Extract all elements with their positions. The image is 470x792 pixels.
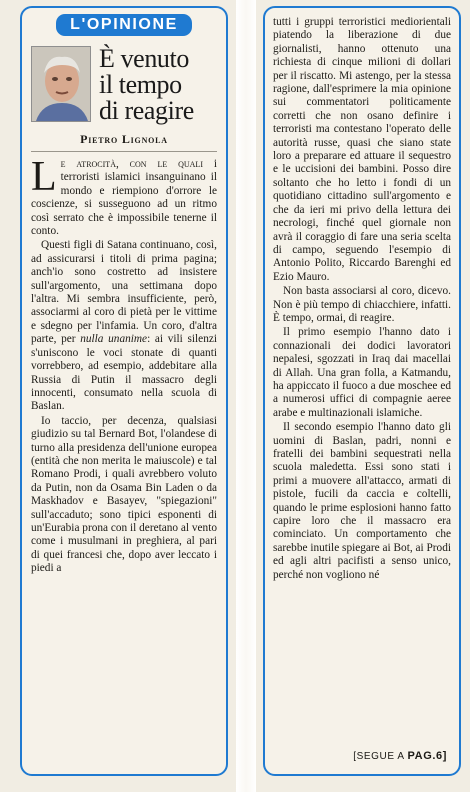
paragraph-7: Il secondo esempio l'hanno dato gli uomini di Baslan, padri, nonni e fratelli dei bambini sequestrati nella scuola maledetta. Essi sono stati i primi a muovere all'attacco, armati di pistole, fucili da caccia e coltelli, quando le prime esplosioni hanno fatto capire loro che il massacro era cominciato. Un comportamento che sarebbe inutile spiegare ai Bot, ai Prodi ed agli altri pacifisti a senso unico, perché non vogliono né: [273, 421, 451, 581]
paragraph-6: Il primo esempio l'hanno dato i connazionali dei dodici lavoratori nepalesi, sgozzati in Iraq dai macellai di Allah. Una gran folla, a Katmandu, ha appiccato il fuoco a due moschee ed a numerosi uffici di compagnie aeree arabe e multinazionali islamiche.: [273, 326, 451, 419]
italic-phrase: nulla unanime: [80, 333, 148, 346]
paragraph-1: [31, 154, 218, 238]
lead-text: i terroristi islamici insanguinano il mondo e riempiono d'orrore le coscienze, si susseguono ad un ritmo così serrato che è impossibile tenerne il conto.: [31, 158, 218, 238]
page-gutter: [236, 0, 256, 792]
continued-page-number: PAG.6]: [407, 750, 447, 762]
headline-line-1: È venuto: [99, 44, 189, 73]
author-photo: [31, 46, 91, 122]
article-header: [31, 46, 217, 124]
section-rubric: L'OPINIONE: [56, 14, 192, 36]
continued-on-page: [353, 750, 447, 762]
paragraph-4: tutti i gruppi terroristici mediorientali piatendo la liberazione di due giornalisti, hanno ottenuto una richiesta di cinque milioni di dollari per il riscatto. Mi astengo, per la stessa ragione, dall'esprimere la mia opinione sui commentatori politicamente corretti che non osano definire i terroristi ma contestano l'operato delle autorità russe, quasi che siano state loro a preparare ed attuare il sequestro e le uccisioni dei bambini. Posso dire soltanto che ho letto i fondi di un quotidiano cittadino sull'argomento e che da ieri mi privo della lettura dei necrologi, finché quel giornale non avrà il coraggio di fare una seria scelta di campo, seguendo l'esempio di Antonio Polito, Riccardo Barenghi ed Ezio Mauro.: [273, 16, 451, 283]
author-byline: Pietro Lignola: [80, 132, 168, 146]
drop-cap: L: [31, 154, 57, 200]
headline-line-3: di reagire: [99, 96, 194, 125]
lead-smallcaps: e atrocità, con le quali: [60, 158, 203, 170]
headline: [99, 46, 194, 124]
paragraph-5: Non basta associarsi al coro, dicevo. Non è più tempo di chiacchiere, infatti. È tempo, ormai, di reagire.: [273, 285, 451, 324]
right-column: [263, 6, 461, 776]
rubric-wrap: [31, 14, 217, 36]
headline-line-2: il tempo: [99, 70, 182, 99]
continued-prefix: [SEGUE A: [353, 751, 405, 762]
paragraph-3: Io taccio, per decenza, qualsiasi giudizio su tal Bernard Bot, l'olandese di turno alla presidenza dell'unione europea (entità che non merita le maiuscole) e tal Romano Prodi, i quali avrebbero voluto da Putin, non da Osama Bin Laden o da Maskhadov e Basayev, "spiegazioni" sull'accaduto; sono tipici esponenti di un'Eurabia prona con il deretano al vento come i musulmani in preghiera, al pari di quei francesi che, dopo aver leccato i piedi a: [31, 414, 217, 575]
paragraph-2: Questi figli di Satana continuano, così, ad assicurarsi i titoli di prima pagina; anch'io sono costretto ad insistere sull'argomento, una settimana dopo l'altra. Mi sembra insufficiente, però, associarmi al coro di pietà per le vittime e sdegno per l'infamia. Un coro, d'altra parte, per nulla unanime: ai vili silenzi s'uniscono le voci stonate di quanti vorrebbero, ad esempio, addebitare alla Russia di Putin il massacro degli innocenti, consumato nella scuola di Baslan.: [31, 239, 217, 413]
separator-line: [31, 151, 217, 152]
left-column: [20, 6, 228, 776]
